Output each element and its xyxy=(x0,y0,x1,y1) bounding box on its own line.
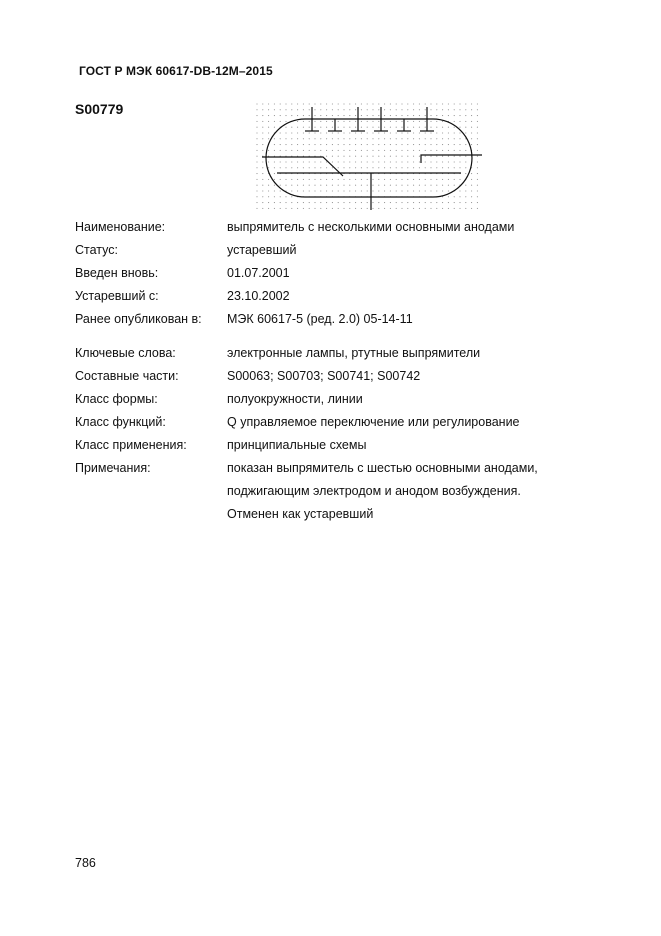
field-label: Ранее опубликован в: xyxy=(75,312,202,326)
field-value: полуокружности, линии xyxy=(227,392,363,406)
field-value: МЭК 60617-5 (ред. 2.0) 05-14-11 xyxy=(227,312,413,326)
notes-continuation-line: Отменен как устаревший xyxy=(227,507,374,521)
field-value: устаревший xyxy=(227,243,297,257)
document-header: ГОСТ Р МЭК 60617-DB-12M–2015 xyxy=(79,64,273,78)
field-value: 01.07.2001 xyxy=(227,266,290,280)
field-value: Q управляемое переключение или регулирование xyxy=(227,415,520,429)
field-label: Примечания: xyxy=(75,461,151,475)
field-label: Ключевые слова: xyxy=(75,346,176,360)
field-value: принципиальные схемы xyxy=(227,438,367,452)
rectifier-symbol xyxy=(262,107,482,210)
field-label: Статус: xyxy=(75,243,118,257)
field-value: показан выпрямитель с шестью основными анодами, xyxy=(227,461,538,475)
field-label: Наименование: xyxy=(75,220,166,234)
tube-envelope xyxy=(266,119,472,197)
field-label: Класс функций: xyxy=(75,415,166,429)
field-label: Устаревший с: xyxy=(75,289,159,303)
rectifier-symbol-diagram xyxy=(255,102,485,214)
field-label: Составные части: xyxy=(75,369,179,383)
field-value: S00063; S00703; S00741; S00742 xyxy=(227,369,421,383)
excitation-anode xyxy=(421,155,482,163)
field-value: выпрямитель с несколькими основными анодами xyxy=(227,220,515,234)
field-label: Введен вновь: xyxy=(75,266,159,280)
field-value: 23.10.2002 xyxy=(227,289,290,303)
page-number: 786 xyxy=(75,856,96,870)
field-label: Класс применения: xyxy=(75,438,187,452)
symbol-code: S00779 xyxy=(75,101,124,117)
field-label: Класс формы: xyxy=(75,392,158,406)
notes-continuation-line: поджигающим электродом и анодом возбуждения. xyxy=(227,484,521,498)
field-value: электронные лампы, ртутные выпрямители xyxy=(227,346,481,360)
